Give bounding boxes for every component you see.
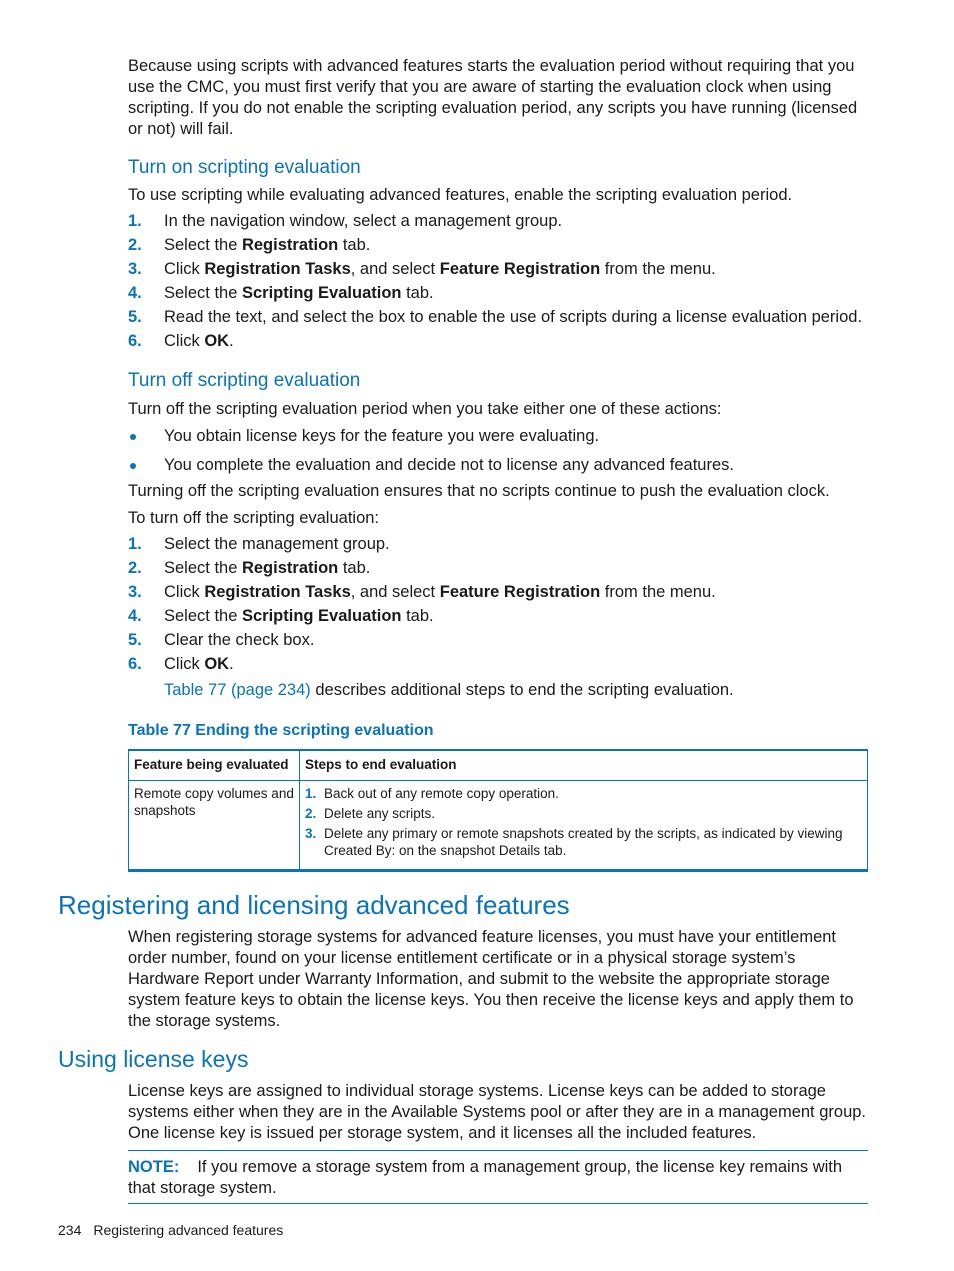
step-text: tab. — [401, 607, 434, 625]
step-ui-term: Registration — [241, 236, 339, 254]
row-feature-cell: Remote copy volumes and snapshots — [129, 781, 300, 871]
step-ui-term: Registration — [241, 559, 339, 577]
step-ui-term: Scripting Evaluation — [241, 284, 402, 302]
step-ui-term: OK — [204, 655, 230, 673]
step-text: Click — [164, 583, 205, 601]
table-row — [129, 781, 868, 871]
step-item — [128, 329, 868, 353]
table-step-item — [305, 785, 862, 802]
step-text: Select the — [164, 607, 242, 625]
step-text: tab. — [338, 236, 371, 254]
intro-section — [128, 56, 868, 140]
table-77-section — [128, 722, 868, 872]
step-ui-term: OK — [204, 332, 230, 350]
col-header-steps: Steps to end evaluation — [300, 750, 868, 781]
registering-section — [128, 927, 868, 1032]
table-step-text: Delete any primary or remote snapshots created by the scripts, as indicated by viewing Created By: on the snapshot Details tab. — [324, 826, 843, 858]
table-steps-list — [305, 785, 862, 859]
step-text: Clear the check box. — [164, 631, 315, 649]
step-text: , and select — [350, 583, 440, 601]
step-item — [128, 604, 868, 628]
step-number: 4. — [128, 607, 142, 625]
registering-heading: Registering and licensing advanced features — [58, 890, 570, 920]
bullet-text: You complete the evaluation and decide not to license any advanced features. — [164, 456, 734, 474]
note-paragraph — [128, 1157, 868, 1199]
step-number: 3. — [128, 583, 142, 601]
bullet-dot-icon — [130, 463, 136, 469]
step-item — [128, 652, 868, 676]
turn-on-heading: Turn on scripting evaluation — [128, 157, 361, 178]
step-text: from the menu. — [600, 260, 716, 278]
license-keys-paragraph: License keys are assigned to individual storage systems. License keys can be added to storage systems either when they are in the Available Systems pool or after they are in a management group. One license key is issued per storage system, and it licenses all the included features. — [128, 1082, 867, 1142]
step-item — [128, 233, 868, 257]
turn-off-lead: Turn off the scripting evaluation period when you take either one of these actions: — [128, 400, 722, 418]
step-item — [128, 580, 868, 604]
step-text: In the navigation window, select a management group. — [164, 212, 563, 230]
turn-on-steps-list — [128, 209, 868, 353]
table-step-number: 1. — [305, 786, 317, 801]
step-text: tab. — [401, 284, 434, 302]
registering-paragraph: When registering storage systems for advanced feature licenses, you must have your entitlement order number, found on your license entitlement certificate or in a physical storage system’s Hardware Report under Warranty Information, and submit to the website the appropriate storage system feature keys to obtain the license keys. You then receive the license keys and apply them to the storage systems. — [128, 928, 854, 1030]
step-text: Select the — [164, 559, 242, 577]
table-reference-text: describes additional steps to end the scripting evaluation. — [310, 681, 734, 699]
step-item — [128, 305, 868, 329]
table-step-text: Back out of any remote copy operation. — [324, 786, 559, 801]
step-text: Select the — [164, 284, 242, 302]
step-number: 6. — [128, 332, 142, 350]
step-number: 2. — [128, 559, 142, 577]
license-keys-section — [128, 1081, 868, 1204]
step-number: 2. — [128, 236, 142, 254]
turn-off-bullets-list — [128, 422, 868, 480]
step-text: Select the management group. — [164, 535, 390, 553]
step-text: . — [229, 655, 234, 673]
turn-on-lead: To use scripting while evaluating advanced features, enable the scripting evaluation period. — [128, 186, 793, 204]
step-item — [128, 257, 868, 281]
bullet-text: You obtain license keys for the feature you were evaluating. — [164, 427, 600, 445]
footer-title: Registering advanced features — [93, 1222, 284, 1238]
page-footer — [58, 1222, 283, 1238]
step-ui-term: Feature Registration — [439, 583, 601, 601]
step-text: Click — [164, 655, 205, 673]
step-text: Read the text, and select the box to enable the use of scripts during a license evaluation period. — [164, 308, 863, 326]
col-header-feature: Feature being evaluated — [129, 750, 300, 781]
bullet-item — [128, 422, 868, 451]
bullet-dot-icon — [130, 434, 136, 440]
page-number: 234 — [58, 1222, 82, 1238]
turn-on-section — [128, 156, 868, 353]
table-step-number: 3. — [305, 826, 317, 841]
step-item — [128, 556, 868, 580]
step-number: 3. — [128, 260, 142, 278]
step-text: from the menu. — [600, 583, 716, 601]
step-number: 1. — [128, 212, 142, 230]
intro-paragraph: Because using scripts with advanced features starts the evaluation period without requiring that you use the CMC, you must first verify that you are aware of starting the evaluation clock when using scripting. If you do not enable the scripting evaluation period, any scripts you have running (licensed or not) will fail. — [128, 57, 858, 138]
step-text: Click — [164, 260, 205, 278]
table-step-item — [305, 825, 862, 859]
turn-off-paragraph-1: Turning off the scripting evaluation ensures that no scripts continue to push the evaluation clock. — [128, 482, 830, 500]
turn-off-section — [128, 369, 868, 701]
step-text: tab. — [338, 559, 371, 577]
step-text: Select the — [164, 236, 242, 254]
step-number: 5. — [128, 308, 142, 326]
step-text: , and select — [350, 260, 440, 278]
turn-off-heading: Turn off scripting evaluation — [128, 370, 361, 391]
note-text: If you remove a storage system from a management group, the license key remains with that storage system. — [128, 1158, 843, 1197]
step-text: . — [229, 332, 234, 350]
table-header-row — [129, 750, 868, 781]
bullet-item — [128, 451, 868, 480]
table-77-link[interactable]: Table 77 (page 234) — [164, 681, 311, 699]
step-ui-term: Registration Tasks — [204, 583, 351, 601]
table-step-number: 2. — [305, 806, 317, 821]
note-label: NOTE: — [128, 1158, 180, 1176]
step-item — [128, 281, 868, 305]
step-ui-term: Scripting Evaluation — [241, 607, 402, 625]
note-box — [128, 1150, 868, 1204]
table-77 — [128, 749, 868, 872]
step-ui-term: Registration Tasks — [204, 260, 351, 278]
step-number: 4. — [128, 284, 142, 302]
table-step-text: Delete any scripts. — [324, 806, 436, 821]
step-number: 5. — [128, 631, 142, 649]
turn-off-paragraph-2: To turn off the scripting evaluation: — [128, 509, 380, 527]
step-item — [128, 209, 868, 233]
step-text: Click — [164, 332, 205, 350]
step-number: 6. — [128, 655, 142, 673]
row-steps-cell — [300, 781, 868, 871]
step-item — [128, 532, 868, 556]
step-ui-term: Feature Registration — [439, 260, 601, 278]
turn-off-steps-list — [128, 532, 868, 676]
table-77-caption: Table 77 Ending the scripting evaluation — [128, 722, 434, 739]
step-number: 1. — [128, 535, 142, 553]
license-keys-heading: Using license keys — [58, 1046, 249, 1072]
table-step-item — [305, 805, 862, 822]
step-item — [128, 628, 868, 652]
table-reference-paragraph — [128, 680, 868, 701]
